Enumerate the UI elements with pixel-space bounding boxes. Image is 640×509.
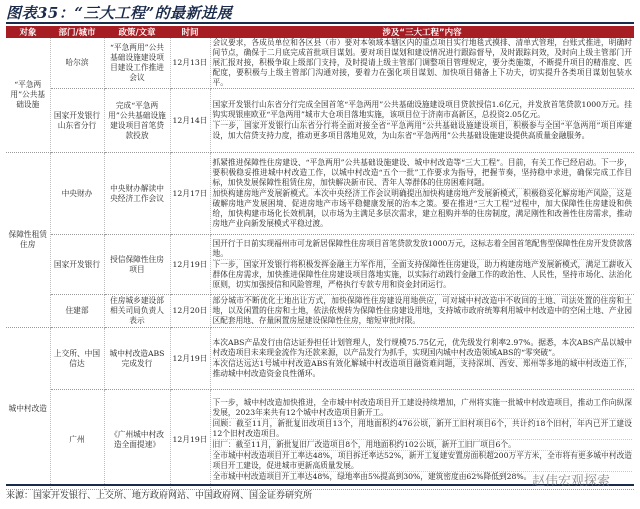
- table-header-row: [6, 26, 634, 38]
- policy-cell: 授信保障性住房项目: [104, 235, 170, 295]
- dept-cell: 住建部: [50, 295, 104, 328]
- content-paragraph: 旧厂：截至11月，新批复旧厂改造项目8个，用地面积约102公顷，新开工旧厂项目6个。: [213, 440, 633, 451]
- content-cell: [210, 89, 634, 153]
- date-cell: 12月17日: [170, 153, 210, 235]
- dept-cell: 国家开发银行: [50, 235, 104, 295]
- policy-cell: 住房城乡建设部相关司局负责人表示: [104, 295, 170, 328]
- watermark: 赵伟宏观探索: [531, 474, 610, 489]
- content-paragraph: 下一步，国家开发银行山东省分行将全面对接全省“平急两用”公共基础设施建设项目，积极参与全国“平急两用”项目库建设，加大信贷支持力度，推动更多项目落地见效，为山东省“平急两用”公共基础设施建设提供高质量金融服务。: [212, 121, 632, 140]
- content-paragraph: 本次信达远达1号城中村改造ABS有效化解城中村改造项目融资难问题，支持深圳、西安、郑州等多地的城中村改造工作，推动城中村改造资金良性循环。: [212, 359, 632, 378]
- content-paragraph: 本次ABS产品发行由信达证券担任计划管理人，发行规模75.75亿元，优先级发行利率2.97%。据悉，本次ABS产品以城中村改造项目未来现金流作为还款来源，以产品发行为抓手，实现国内城中村改造领域ABS的“零突破”。: [212, 338, 632, 357]
- content-cell: [210, 235, 634, 295]
- content-paragraph: 下一步，城中村改造加快推进，全市城中村改造项目开工建设持续增加，广州将实施一批城中村改造项目，推动工作向纵深发展，2023年来共有12个城中村改造项目新开工。: [212, 397, 632, 417]
- content-cell: [210, 153, 634, 235]
- content-paragraph: 下一步，国家开发银行将积极发挥金融主力军作用，全面支持保障性住房建设，助力构建房地产发展新模式，满足工薪收入群体住房需求，加快推进保障性住房建设项目落地实施，以实际行动践行金融工作的政治性、人民性，坚持市场化、法治化原则，切实加强授信和风险管理，严格执行专款专用和资金封闭运行。: [212, 260, 632, 289]
- table-row: [6, 38, 634, 89]
- header-content: 涉及“三大工程”内容: [210, 26, 634, 38]
- date-cell: 12月14日: [170, 89, 210, 153]
- title-rule: [6, 22, 634, 24]
- group-label: 保障性租赁住房: [6, 153, 50, 328]
- policy-cell: 城中村改造ABS完成发行: [104, 328, 170, 390]
- group-label: 城中村改造: [6, 328, 50, 490]
- content-paragraph: 国家开发银行山东省分行完成全国首笔“平急两用”公共基础设施建设项目贷款授信1.6亿元，并发放首笔贷款1000万元。挂钩实现银座欧亚“平急两用”城市大仓项目落地实施，该项目位于济南市高新区，总投资2.05亿元。: [212, 100, 632, 119]
- group-label: “平急两用”公共基础设施: [6, 38, 50, 153]
- header-object: 对象: [6, 26, 50, 38]
- header-dept: 部门/城市: [50, 26, 104, 38]
- header-date: 时间: [170, 26, 210, 38]
- date-cell: 12月19日: [170, 328, 210, 390]
- figure-title: 图表35：“三大工程”的最新进展: [6, 4, 233, 22]
- date-cell: 12月20日: [170, 295, 210, 328]
- dept-cell: 广州: [50, 390, 104, 490]
- table-row: [6, 89, 634, 153]
- source-note: 来源：国家开发银行、上交所、地方政府网站、中国政府网、国金证券研究所: [6, 491, 313, 501]
- content-paragraph: 加快构建房地产发展新模式。本次中央经济工作会议明确提出加快构建房地产发展新模式，积极稳妥化解房地产风险，这是破解房地产发展困境、促进房地产市场平稳健康发展的治本之策。要在推进“三大工程”过程中，加大保障性住房建设和供给，加快构建市场化长效机制，以市场为主满足多层次需求，建立租购并举的住房制度，满足刚性和改善性住房需求，推动房地产业向新发展模式平稳过渡。: [212, 189, 632, 228]
- dept-cell: 哈尔滨: [50, 38, 104, 89]
- content-cell: [210, 38, 634, 89]
- date-cell: 12月19日: [170, 390, 210, 490]
- table-row: [6, 328, 634, 390]
- header-policy: 政策/文章: [104, 26, 170, 38]
- content-cell: [210, 328, 634, 390]
- table-row: [6, 235, 634, 295]
- table-row: [6, 295, 634, 328]
- content-paragraph: 全市城中村改造项目开工率达48%，项目拆迁率达52%，新开工复建安置房面积超200万平方米，全市将有更多城中村改造项目开工建设，促进城市更新高质量发展。: [212, 450, 632, 470]
- dept-cell: 上交所、中国信达: [50, 328, 104, 390]
- content-cell: [210, 295, 634, 328]
- content-paragraph: 会议要求，各成员单位和各区县（市）要对本领域本辖区内的重点项目实行地毯式摸排、清单式管理，台账式推进，明确时间节点，确保于二月底完成首批项目谋划。要对项目谋划和建设情况进行跟踪督导，及时跟踪问效，及时向上级主管部门开展汇报对接，积极争取上级部门支持，及时提请上级主管部门调整项目管理规定，要分类施策，不断提升项目的精准度、匹配度，要积极与上级主管部门沟通对接，要着力在强化项目谋划、加快项目储备上下功夫，切实提升各类项目谋划包装水平。: [212, 38, 632, 87]
- content-paragraph: 全市城中村改造项目开工率达48%，绿地率由5%提高到30%，建筑密度由62%降低到28%。: [212, 471, 532, 481]
- date-cell: 12月19日: [170, 235, 210, 295]
- content-paragraph: 回顾：截至11月，新批复旧改项目13个，用地面积约476公顷，新开工旧村项目6个，共计约18个旧村，年内已开工建设12个旧村改造项目。: [212, 418, 632, 438]
- content-paragraph: 部分城市不断优化土地出让方式，加快保障性住房建设用地供应，可对城中村改造中不收回的土地、司法处置的住房和土地，以及闲置的住房和土地，依法依规转为保障性住房建设用地，支持城市政府统筹利用城中村改造中的空闲土地、产业园区配套用地、存量闲置房屋建设保障性住房，缩短审批时限。: [212, 296, 632, 325]
- policy-cell: 《广州城中村改造全面提速》: [104, 390, 170, 490]
- content-paragraph: 国开行于日前实现福州市可龙新居保障性住房项目首笔贷款发放1000万元，这标志着全国首笔配售型保障性住房开发贷款落地。: [212, 239, 632, 258]
- dept-cell: 中央财办: [50, 153, 104, 235]
- dept-cell: 国家开发银行山东省分行: [50, 89, 104, 153]
- policy-cell: 中央财办解读中央经济工作会议: [104, 153, 170, 235]
- date-cell: 12月13日: [170, 38, 210, 89]
- content-paragraph: 抓紧推进保障性住房建设、“平急两用”公共基础设施建设、城中村改造等“三大工程”。目前，有关工作已经启动。下一步，要积极稳妥推进城中村改造工作，以城中村改造“五个一批”工作要求为指导，把握节奏，坚持稳中求进，确保完成工作目标，加快发展保障性租赁住房，加快解决新市民、青年人等群体的住房困难问题。: [212, 158, 632, 187]
- table-row: [6, 153, 634, 235]
- policy-cell: 完成“平急两用”公共基础设施建设项目首笔贷款投放: [104, 89, 170, 153]
- policy-cell: “平急两用”公共基础设施建设项目建设工作推进会议: [104, 38, 170, 89]
- progress-table: [6, 26, 634, 490]
